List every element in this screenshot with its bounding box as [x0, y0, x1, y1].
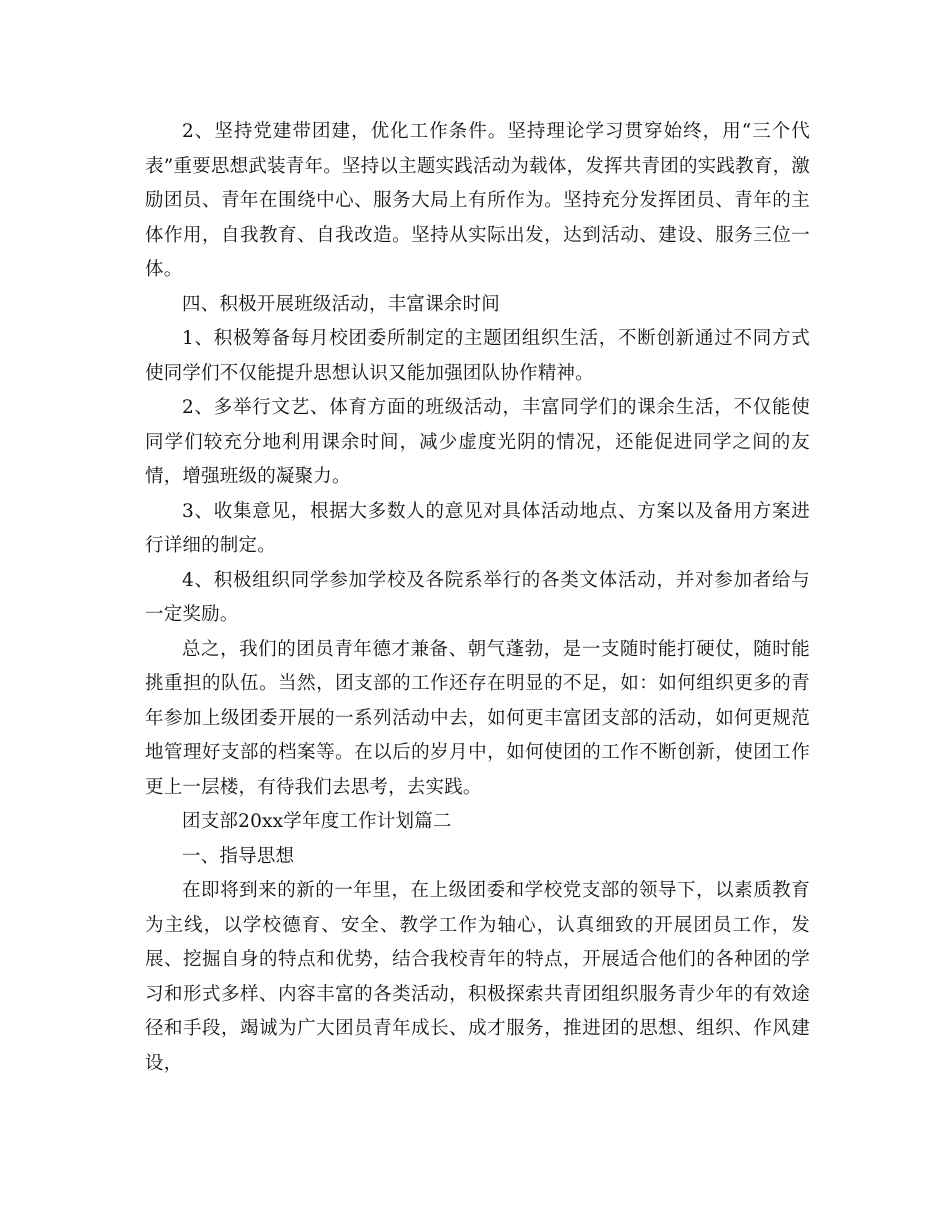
paragraph-summary: 总之，我们的团员青年德才兼备、朝气蓬勃，是一支随时能打硬仗，随时能挑重担的队伍。当然，团支部的工作还存在明显的不足，如：如何组织更多的青年参加上级团委开展的一系列活动中去，如何更丰富团支部的活动，如何更规范地管理好支部的档案等。在以后的岁月中，如何使团的工作不断创新，使团工作更上一层楼，有待我们去思考，去实践。 [145, 638, 810, 798]
section-heading-guiding-ideology: 一、指导思想 [182, 845, 295, 867]
section-title-plan-part-two: 团支部20xx学年度工作计划篇二 [182, 811, 452, 832]
paragraph-party-building: 2、坚持党建带团建，优化工作条件。坚持理论学习贯穿始终，用“三个代表”重要思想武装青年。坚持以主题实践活动为载体，发挥共青团的实践教育，激励团员、青年在围绕中心、服务大局上有所作为。坚持充分发挥团员、青年的主体作用，自我教育、自我改造。坚持从实际出发，达到活动、建设、服务三位一体。 [145, 121, 810, 280]
paragraph-item-1: 1、积极筹备每月校团委所制定的主题团组织生活，不断创新通过不同方式使同学们不仅能提升思想认识又能加强团队协作精神。 [145, 328, 810, 384]
paragraph-guiding-ideology: 在即将到来的新的一年里，在上级团委和学校党支部的领导下，以素质教育为主线，以学校德育、安全、教学工作为轴心，认真细致的开展团员工作，发展、挖掘自身的特点和优势，结合我校青年的特点，开展适合他们的各种团的学习和形式多样、内容丰富的各类活动，积极探索共青团组织服务青少年的有效途径和手段，竭诚为广大团员青年成长、成才服务，推进团的思想、组织、作风建设， [145, 880, 810, 1074]
document-body [145, 115, 810, 1081]
paragraph-item-2: 2、多举行文艺、体育方面的班级活动，丰富同学们的课余生活，不仅能使同学们较充分地利用课余时间，减少虚度光阴的情况，还能促进同学之间的友情，增强班级的凝聚力。 [145, 397, 810, 487]
section-heading-class-activities: 四、积极开展班级活动，丰富课余时间 [182, 293, 500, 315]
paragraph-item-4: 4、积极组织同学参加学校及各院系举行的各类文体活动，并对参加者给与一定奖励。 [145, 569, 810, 625]
paragraph-item-3: 3、收集意见，根据大多数人的意见对具体活动地点、方案以及备用方案进行详细的制定。 [145, 500, 810, 556]
